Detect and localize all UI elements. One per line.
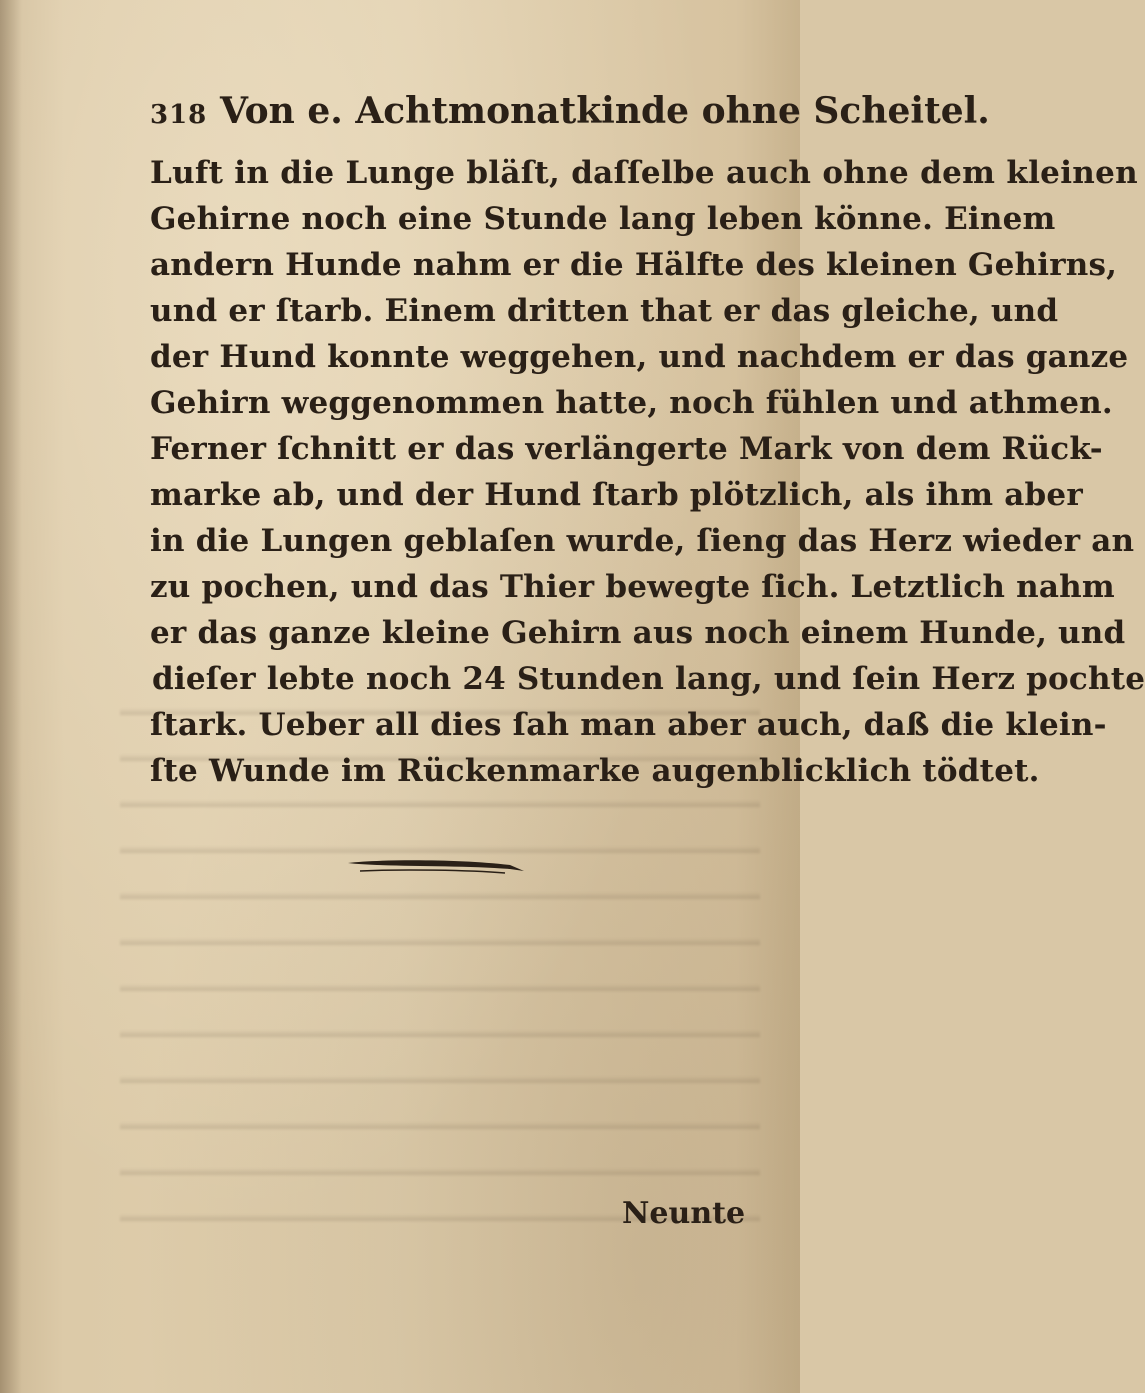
text-line: der Hund konnte weggehen, und nachdem er das ganze: [150, 339, 1129, 375]
text-line: ſte Wunde im Rückenmarke augenblicklich tödtet.: [150, 753, 1040, 789]
text-line: Gehirne noch eine Stunde lang leben könne. Einem: [150, 201, 1056, 237]
text-line: Gehirn weggenommen hatte, noch fühlen und athmen.: [150, 385, 1113, 421]
text-line: Luft in die Lunge bläſt, daſſelbe auch ohne dem kleinen: [150, 155, 1138, 191]
ornamental-rule: [340, 845, 540, 885]
running-head: [150, 82, 990, 132]
body-text: [150, 150, 1145, 794]
text-line: zu pochen, und das Thier bewegte ſich. Letztlich nahm: [150, 569, 1115, 605]
running-title: Von e. Achtmonatkinde ohne Scheitel.: [220, 90, 990, 132]
text-line: marke ab, und der Hund ſtarb plötzlich, als ihm aber: [150, 477, 1083, 513]
text-line: und er ſtarb. Einem dritten that er das gleiche, und: [150, 293, 1059, 329]
text-line: Ferner ſchnitt er das verlängerte Mark von dem Rück-: [150, 431, 1103, 467]
text-line: er das ganze kleine Gehirn aus noch einem Hunde, und: [150, 615, 1126, 651]
text-line: ſtark. Ueber all dies ſah man aber auch, daß die klein-: [150, 707, 1107, 743]
text-line: dieſer lebte noch 24 Stunden lang, und ſein Herz pochte: [152, 661, 1145, 697]
catchword: Neunte: [622, 1196, 746, 1231]
text-line: in die Lungen geblaſen wurde, ſieng das Herz wieder an: [150, 523, 1135, 559]
page-number: 318: [150, 100, 208, 130]
text-line: andern Hunde nahm er die Hälfte des kleinen Gehirns,: [150, 247, 1118, 283]
page-gutter-shadow: [0, 0, 22, 1393]
